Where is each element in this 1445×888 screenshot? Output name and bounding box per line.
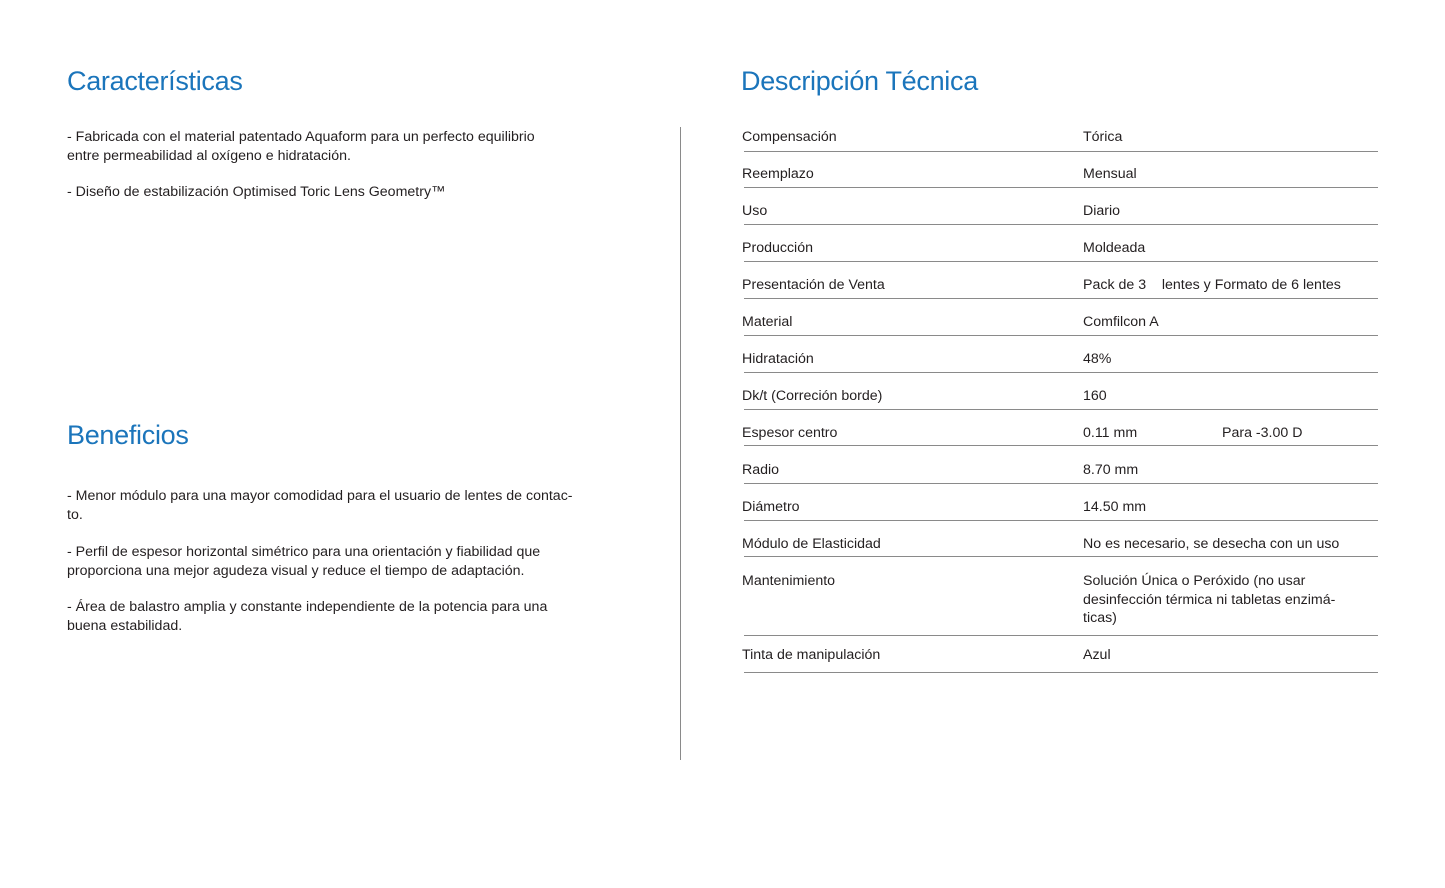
spec-label: Radio [742, 462, 780, 478]
beneficios-item-2 [67, 543, 540, 580]
spec-label: Compensación [742, 129, 837, 145]
spec-value: Moldeada [1083, 240, 1146, 256]
spec-value: 48% [1083, 351, 1112, 367]
spec-label: Producción [742, 240, 813, 256]
row-divider [744, 409, 1378, 410]
spec-label: Reemplazo [742, 166, 814, 182]
spec-value: Azul [1083, 647, 1111, 663]
spec-value: 160 [1083, 388, 1107, 404]
row-divider [744, 672, 1378, 673]
caracteristicas-heading: Características [67, 66, 243, 96]
spec-value: No es necesario, se desecha con un uso [1083, 536, 1340, 552]
spec-label: Dk/t (Correción borde) [742, 388, 883, 404]
spec-value: Diario [1083, 203, 1121, 219]
column-divider [680, 127, 681, 760]
spec-value: Tórica [1083, 129, 1123, 145]
spec-label: Mantenimiento [742, 573, 836, 589]
spec-label: Material [742, 314, 793, 330]
row-divider [744, 187, 1378, 188]
row-divider [744, 298, 1378, 299]
caracteristicas-item-2-line-1: - Diseño de estabilización Optimised Toric Lens Geometry™ [67, 184, 446, 200]
spec-label: Módulo de Elasticidad [742, 536, 881, 552]
row-divider [744, 483, 1378, 484]
beneficios-item-3-line-1: - Área de balastro amplia y constante independiente de la potencia para una [67, 599, 548, 615]
caracteristicas-item-1-line-1: - Fabricada con el material patentado Aquaform para un perfecto equilibrio [67, 129, 535, 145]
row-divider [744, 556, 1378, 557]
beneficios-item-1-line-2: to. [67, 506, 83, 523]
spec-value: Mensual [1083, 166, 1137, 182]
row-divider [744, 335, 1378, 336]
beneficios-item-3 [67, 598, 547, 635]
caracteristicas-item-1-line-2: entre permeabilidad al oxígeno e hidratación. [67, 147, 351, 164]
beneficios-item-1 [67, 487, 573, 524]
beneficios-item-2-line-1: - Perfil de espesor horizontal simétrico para una orientación y fiabilidad que [67, 544, 541, 560]
row-divider [744, 372, 1378, 373]
spec-value-line: Solución Única o Peróxido (no usar [1083, 573, 1306, 589]
spec-value-line: desinfección térmica ni tabletas enzimá- [1083, 591, 1336, 608]
spec-label: Espesor centro [742, 425, 838, 441]
row-divider [744, 224, 1378, 225]
spec-value: 8.70 mm [1083, 462, 1139, 478]
row-divider [744, 261, 1378, 262]
row-divider [744, 151, 1378, 152]
spec-value-note: Para -3.00 D [1222, 425, 1303, 441]
beneficios-item-1-line-1: - Menor módulo para una mayor comodidad para el usuario de lentes de contac- [67, 488, 573, 504]
spec-label: Diámetro [742, 499, 800, 515]
beneficios-item-3-line-2: buena estabilidad. [67, 617, 183, 634]
descripcion-tecnica-heading: Descripción Técnica [741, 66, 978, 96]
spec-value-wrapper [1083, 424, 1363, 443]
spec-label: Uso [742, 203, 768, 219]
spec-value: 0.11 mm [1083, 425, 1138, 441]
spec-value: 14.50 mm [1083, 499, 1147, 515]
spec-label: Hidratación [742, 351, 814, 367]
row-divider [744, 520, 1378, 521]
caracteristicas-item-2 [67, 183, 445, 202]
spec-value: Pack de 3 lentes y Formato de 6 lentes [1083, 277, 1341, 293]
beneficios-item-2-line-2: proporciona una mejor agudeza visual y reduce el tiempo de adaptación. [67, 562, 525, 579]
spec-value: Comfilcon A [1083, 314, 1159, 330]
caracteristicas-item-1 [67, 128, 535, 165]
spec-value [1083, 572, 1363, 628]
spec-value-line: ticas) [1083, 610, 1117, 626]
beneficios-heading: Beneficios [67, 420, 189, 450]
row-divider [744, 445, 1378, 446]
spec-label: Presentación de Venta [742, 277, 885, 293]
row-divider [744, 635, 1378, 636]
spec-label: Tinta de manipulación [742, 647, 881, 663]
